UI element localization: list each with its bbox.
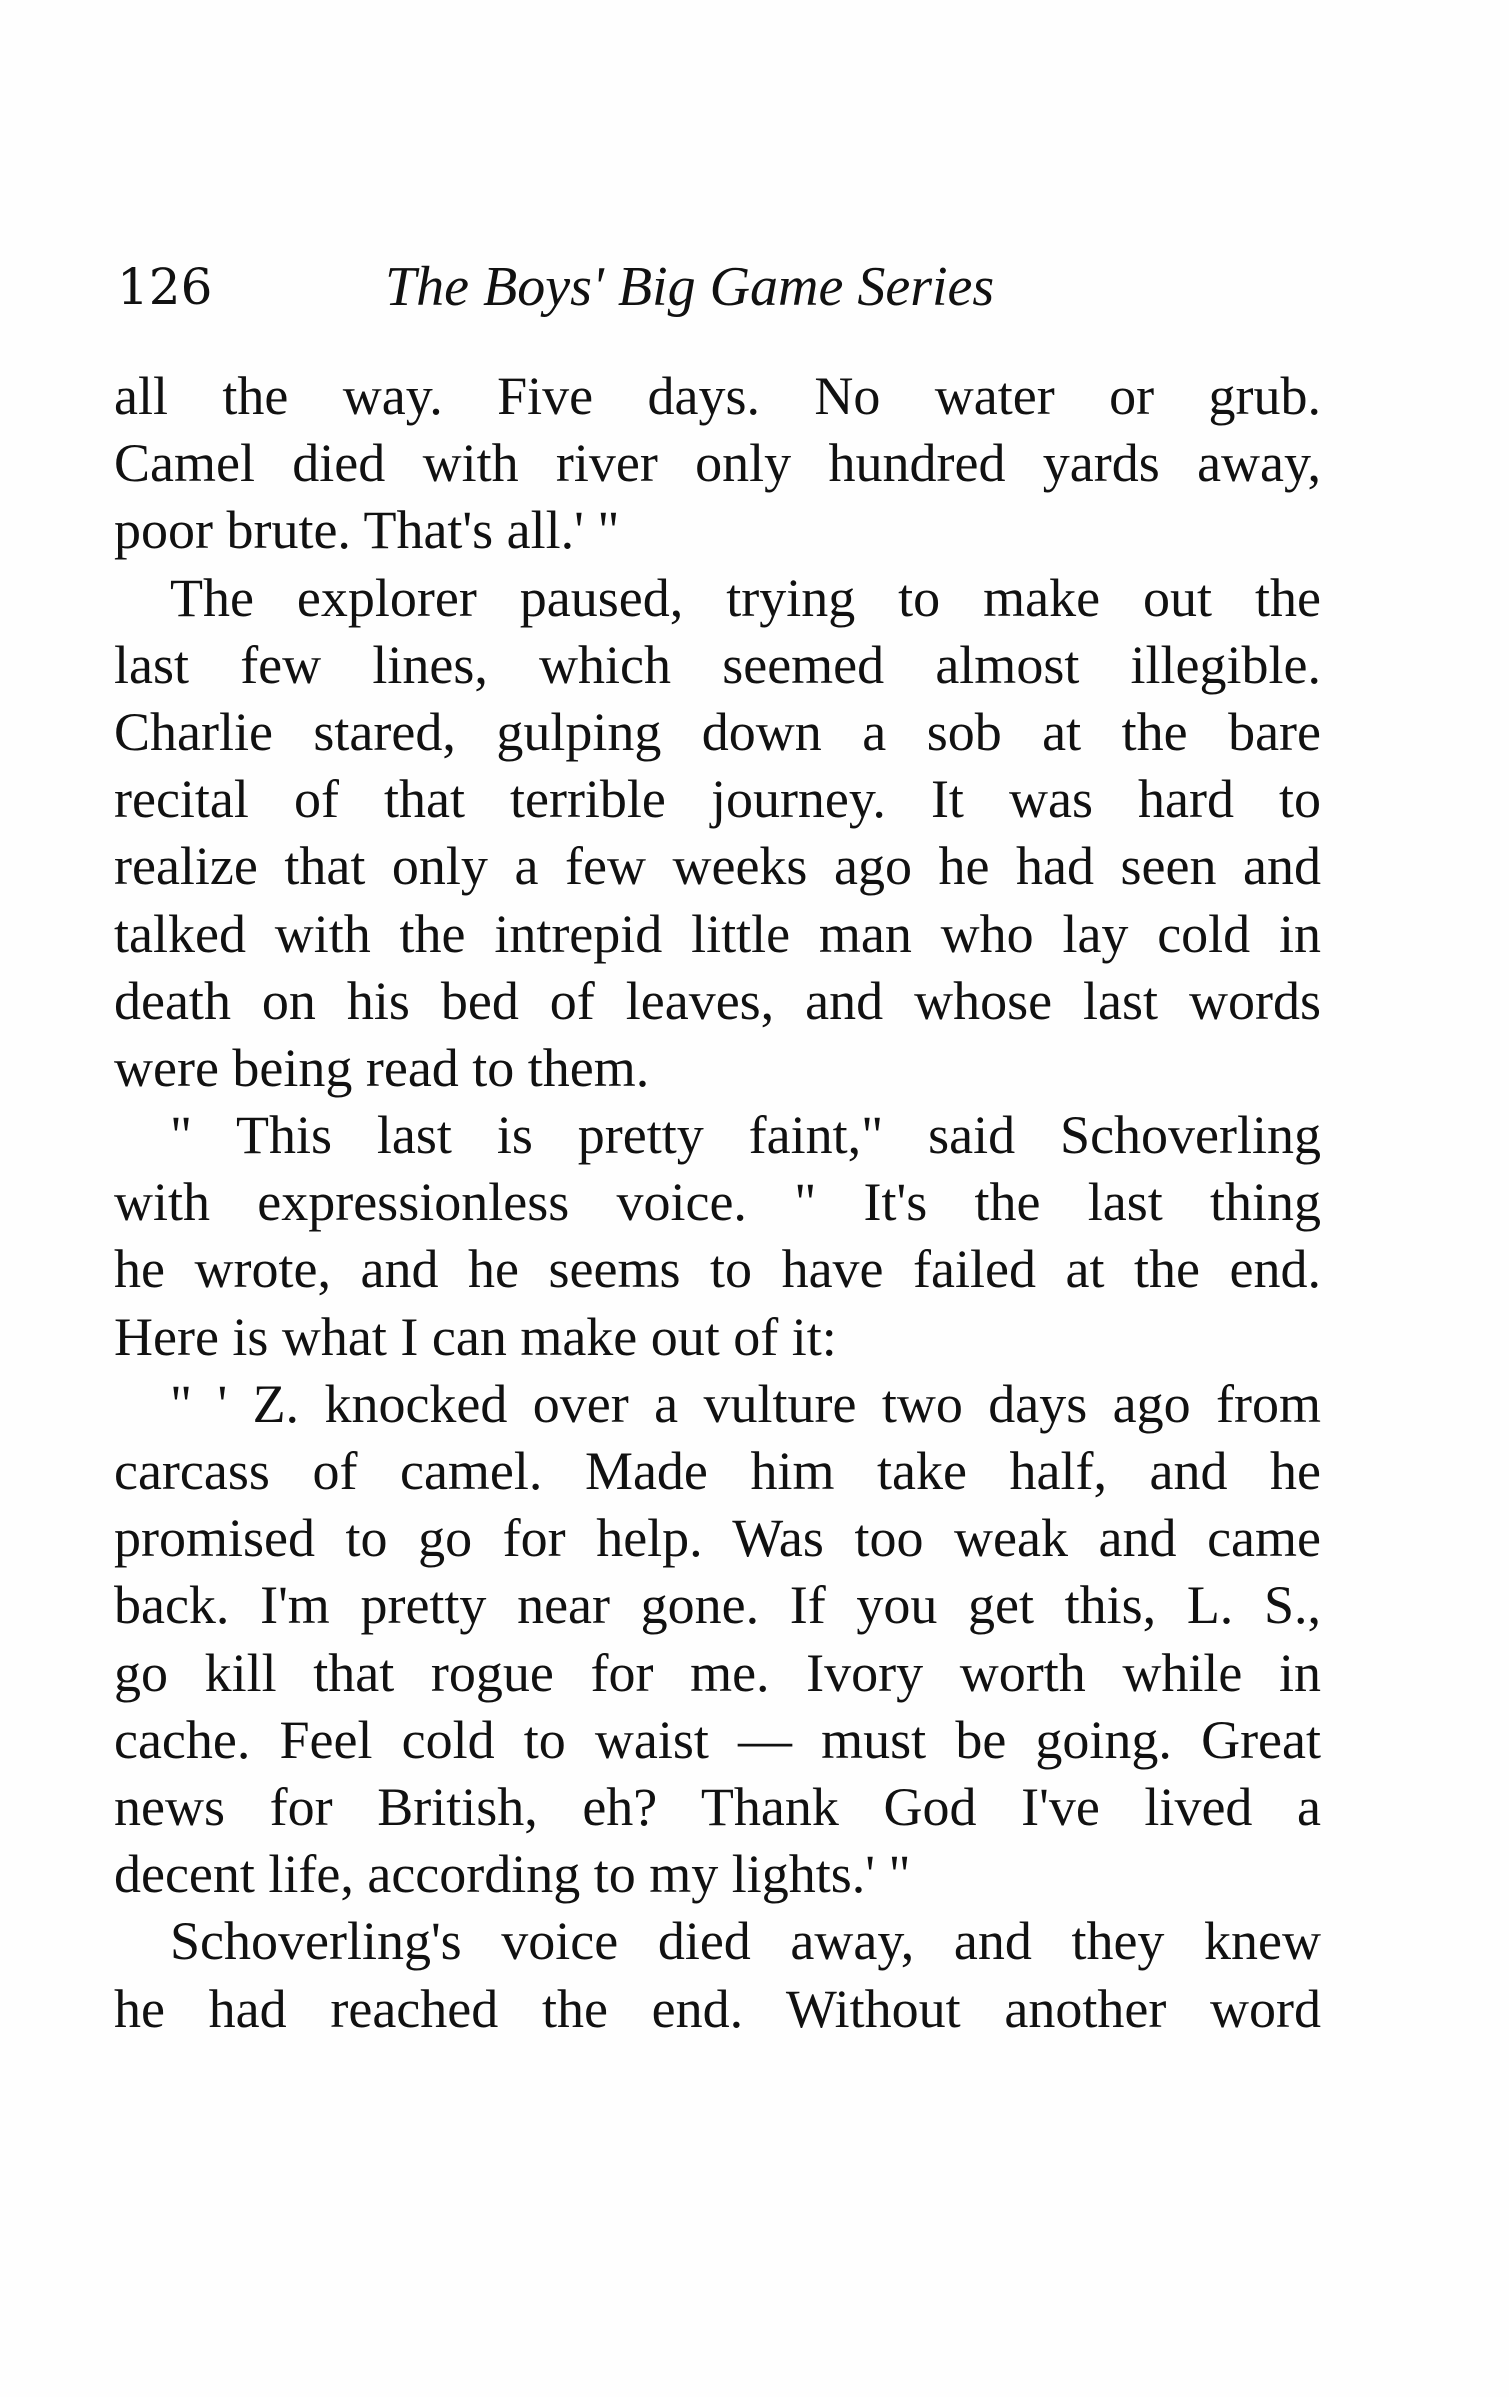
- text-line: go kill that rogue for me. Ivory worth while in: [114, 1642, 1321, 1703]
- text-line: last few lines, which seemed almost illegible.: [114, 634, 1321, 695]
- running-title: The Boys' Big Game Series: [385, 256, 995, 318]
- text-line: he had reached the end. Without another word: [114, 1978, 1321, 2039]
- text-line: poor brute. That's all.' ": [114, 500, 620, 561]
- text-line: Schoverling's voice died away, and they knew: [170, 1911, 1321, 1972]
- text-line: " This last is pretty faint," said Schoverling: [170, 1105, 1321, 1166]
- text-line: Charlie stared, gulping down a sob at the bare: [114, 701, 1321, 762]
- text-line: Here is what I can make out of it:: [114, 1306, 837, 1367]
- text-line: all the way. Five days. No water or grub.: [114, 366, 1321, 426]
- text-line: he wrote, and he seems to have failed at the end.: [114, 1239, 1321, 1300]
- text-line: realize that only a few weeks ago he had seen and: [114, 836, 1321, 897]
- page-number: 126: [117, 258, 213, 316]
- text-line: news for British, eh? Thank God I've lived a: [114, 1776, 1321, 1837]
- text-line: The explorer paused, trying to make out the: [170, 567, 1321, 628]
- text-line: death on his bed of leaves, and whose last words: [114, 970, 1321, 1031]
- running-head: [117, 252, 1317, 322]
- text-line: " ' Z. knocked over a vulture two days ago from: [170, 1373, 1321, 1434]
- text-line: recital of that terrible journey. It was hard to: [114, 769, 1321, 830]
- text-line: promised to go for help. Was too weak and came: [114, 1508, 1321, 1569]
- text-line: carcass of camel. Made him take half, and he: [114, 1441, 1321, 1501]
- text-line: talked with the intrepid little man who lay cold in: [114, 903, 1321, 964]
- body-text: [114, 363, 1321, 2043]
- text-line: back. I'm pretty near gone. If you get this, L. S.,: [114, 1575, 1321, 1636]
- text-line: with expressionless voice. " It's the last thing: [114, 1172, 1321, 1233]
- text-line: cache. Feel cold to waist — must be going. Great: [114, 1709, 1321, 1770]
- text-line: decent life, according to my lights.' ": [114, 1844, 911, 1905]
- text-line: Camel died with river only hundred yards away,: [114, 433, 1321, 494]
- text-line: were being read to them.: [114, 1037, 650, 1098]
